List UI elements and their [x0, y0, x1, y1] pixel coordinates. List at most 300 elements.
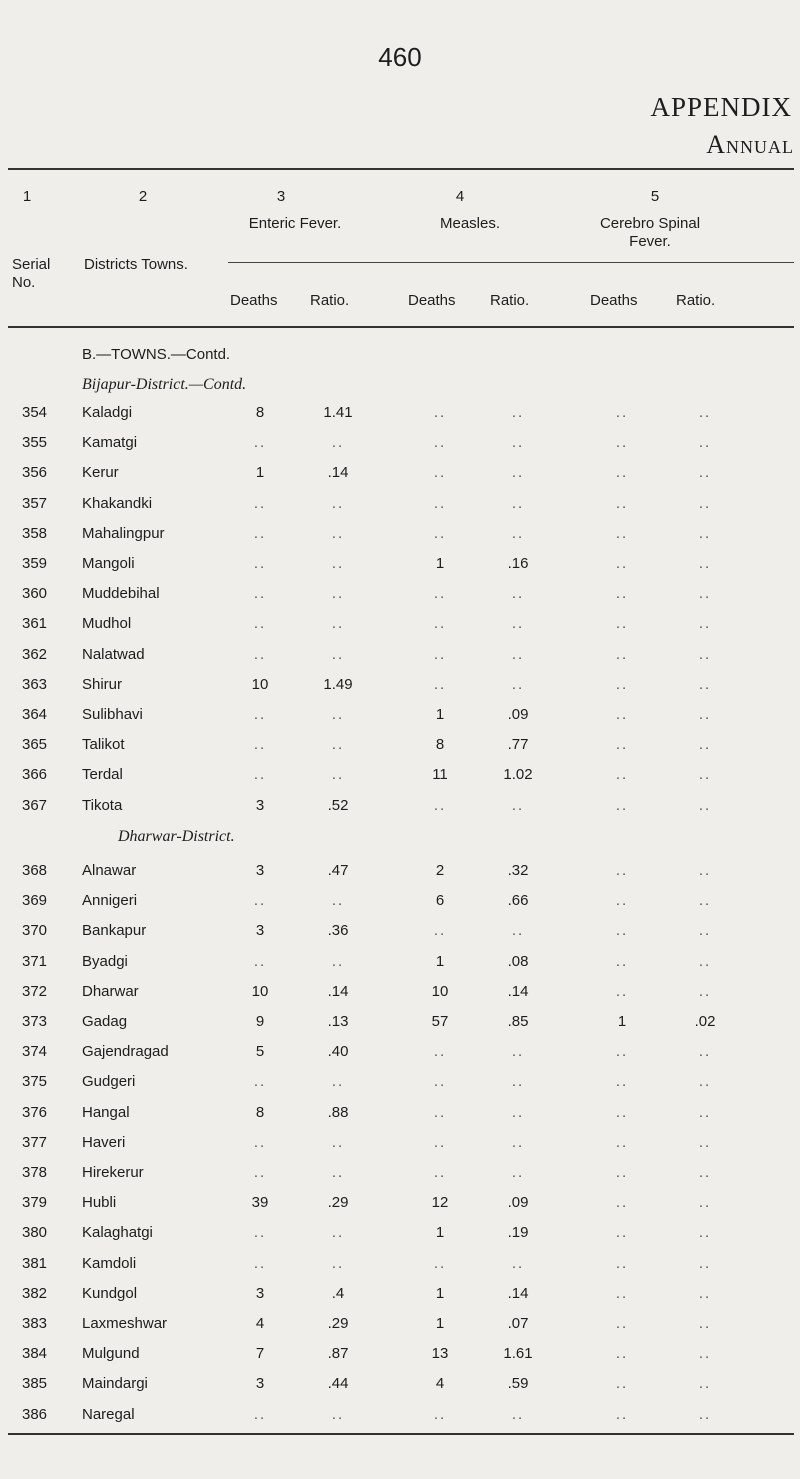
cell-c3: ..	[253, 952, 267, 970]
cell-c5: ..	[433, 434, 447, 452]
table-row	[0, 1224, 800, 1254]
cell-c5: ..	[433, 1164, 447, 1181]
cell-c3: ..	[253, 494, 267, 512]
cell-c3: ..	[253, 1133, 267, 1151]
cell-c6: ..	[511, 1043, 525, 1061]
table-row	[0, 676, 800, 706]
cell-c4: .4	[331, 1284, 345, 1302]
table-row	[0, 953, 800, 983]
serial-number: 360	[22, 585, 48, 603]
serial-number: 366	[22, 766, 48, 784]
cell-c3: ..	[253, 524, 267, 542]
cell-c8: ..	[698, 1073, 712, 1091]
cell-c4: ..	[331, 892, 345, 910]
cell-c5: 57	[431, 1013, 449, 1030]
cell-c4: ..	[331, 524, 345, 542]
cell-c6: .77	[507, 736, 529, 754]
cell-c8: ..	[698, 464, 712, 482]
town-name: Sulibhavi	[82, 706, 143, 723]
top-rule	[8, 168, 794, 170]
cell-c7: ..	[615, 1405, 629, 1423]
town-name: Talikot	[82, 736, 125, 754]
cell-c5: 1	[435, 1284, 445, 1302]
town-name: Khakandki	[82, 494, 153, 512]
serial-number: 379	[22, 1194, 48, 1212]
cell-c6: 1.02	[503, 766, 533, 784]
cell-c4: .47	[327, 862, 349, 879]
cell-c7: ..	[615, 706, 629, 723]
cell-c6: ..	[511, 615, 525, 633]
header-ratio-1: Ratio.	[310, 292, 350, 309]
table-row	[0, 464, 800, 494]
cell-c7: ..	[615, 892, 629, 910]
cell-c4: ..	[331, 1254, 345, 1272]
section-dharwar: Dharwar-District.	[118, 828, 235, 845]
cell-c5: ..	[433, 1103, 447, 1121]
cell-c3: 3	[255, 922, 265, 940]
cell-c7: ..	[615, 615, 629, 633]
cell-c3: 10	[251, 982, 269, 1000]
town-name: Gudgeri	[82, 1073, 136, 1091]
cell-c3: 3	[255, 862, 265, 879]
town-name: Kamdoli	[82, 1254, 137, 1272]
serial-number: 372	[22, 982, 48, 1000]
cell-c8: ..	[698, 982, 712, 1000]
cell-c6: ..	[511, 1073, 525, 1091]
table-row	[0, 495, 800, 525]
cell-c7: ..	[615, 464, 629, 482]
header-ratio-3: Ratio.	[676, 292, 716, 309]
cell-c3: ..	[253, 434, 267, 452]
cell-c8: ..	[698, 922, 712, 940]
cell-c8: ..	[698, 1345, 712, 1363]
table-row	[0, 525, 800, 555]
table-row	[0, 766, 800, 796]
cell-c4: ..	[331, 1164, 345, 1181]
town-name: Hubli	[82, 1194, 117, 1212]
cell-c7: ..	[615, 796, 629, 814]
cell-c4: ..	[331, 706, 345, 723]
cell-c3: ..	[253, 1164, 267, 1181]
cell-c4: 1.41	[323, 404, 353, 421]
cell-c3: 8	[255, 1103, 265, 1121]
cell-c6: .59	[507, 1375, 529, 1393]
town-name: Tikota	[82, 796, 123, 814]
cell-c5: ..	[433, 524, 447, 542]
cell-c8: ..	[698, 434, 712, 452]
town-name: Alnawar	[82, 862, 137, 879]
cell-c7: ..	[615, 1194, 629, 1212]
cell-c5: ..	[433, 1073, 447, 1091]
header-deaths-1: Deaths	[230, 292, 278, 309]
cell-c5: 11	[432, 766, 448, 784]
cell-c7: ..	[615, 555, 629, 572]
serial-number: 382	[22, 1284, 48, 1302]
cell-c3: 3	[255, 1375, 265, 1393]
cell-c6: ..	[511, 404, 525, 421]
cell-c7: ..	[615, 1375, 629, 1393]
cell-c8: ..	[698, 615, 712, 633]
table-row	[0, 1134, 800, 1164]
cell-c8: ..	[698, 736, 712, 754]
cell-c8: ..	[698, 1164, 712, 1181]
cell-c6: .16	[507, 555, 529, 572]
serial-number: 378	[22, 1164, 48, 1181]
table-row	[0, 892, 800, 922]
cell-c6: ..	[511, 585, 525, 603]
cell-c6: .14	[507, 982, 529, 1000]
cell-c7: ..	[615, 585, 629, 603]
cell-c7: ..	[615, 1103, 629, 1121]
cell-c5: ..	[433, 1405, 447, 1423]
serial-number: 358	[22, 524, 48, 542]
serial-number: 354	[22, 404, 48, 421]
cell-c6: .08	[507, 952, 529, 970]
cell-c3: 7	[255, 1345, 265, 1363]
cell-c8: ..	[698, 766, 712, 784]
cell-c8: .02	[694, 1013, 716, 1030]
cell-c6: .19	[507, 1224, 529, 1242]
cell-c8: ..	[698, 494, 712, 512]
col-num-1: 1	[22, 188, 32, 205]
cell-c5: ..	[433, 675, 447, 693]
cell-c5: 1	[435, 952, 445, 970]
serial-number: 375	[22, 1073, 48, 1091]
table-row	[0, 1164, 800, 1194]
town-name: Hangal	[82, 1103, 130, 1121]
cell-c6: ..	[511, 1103, 525, 1121]
town-name: Gajendragad	[82, 1043, 169, 1061]
cell-c7: ..	[615, 1073, 629, 1091]
cell-c6: ..	[511, 1405, 525, 1423]
cell-c6: .32	[507, 862, 529, 879]
cell-c3: 4	[255, 1315, 265, 1332]
town-name: Kamatgi	[82, 434, 138, 452]
section-towns: B.—TOWNS.—Contd.	[82, 346, 231, 363]
cell-c4: .14	[327, 982, 349, 1000]
cell-c5: ..	[433, 796, 447, 814]
cell-c4: .29	[327, 1315, 349, 1332]
table-row	[0, 434, 800, 464]
cell-c4: ..	[331, 1133, 345, 1151]
serial-number: 384	[22, 1345, 48, 1363]
cell-c6: .85	[507, 1013, 529, 1030]
cell-c7: ..	[615, 952, 629, 970]
cell-c4: ..	[331, 1405, 345, 1423]
cell-c4: ..	[331, 952, 345, 970]
cell-c6: .66	[507, 892, 529, 910]
cell-c8: ..	[698, 1315, 712, 1332]
cell-c5: 12	[431, 1194, 449, 1212]
cell-c6: ..	[511, 675, 525, 693]
cell-c4: .87	[327, 1345, 349, 1363]
table-row	[0, 797, 800, 827]
cell-c6: ..	[511, 524, 525, 542]
town-name: Kaladgi	[82, 404, 133, 421]
cell-c3: ..	[253, 615, 267, 633]
cell-c5: ..	[433, 922, 447, 940]
cell-c6: .07	[507, 1315, 529, 1332]
serial-number: 355	[22, 434, 48, 452]
table-row	[0, 646, 800, 676]
col-num-4: 4	[455, 188, 465, 205]
town-name: Hirekerur	[82, 1164, 144, 1181]
serial-number: 362	[22, 645, 48, 663]
table-row	[0, 615, 800, 645]
cell-c6: .14	[507, 1284, 529, 1302]
cell-c3: ..	[253, 1073, 267, 1091]
town-name: Annigeri	[82, 892, 138, 910]
header-measles: Measles.	[439, 215, 501, 232]
cell-c5: ..	[433, 615, 447, 633]
cell-c7: 1	[617, 1013, 627, 1030]
cell-c8: ..	[698, 585, 712, 603]
cell-c8: ..	[698, 1103, 712, 1121]
cell-c8: ..	[698, 1133, 712, 1151]
town-name: Mangoli	[82, 555, 135, 572]
cell-c3: 9	[255, 1013, 265, 1030]
cell-c5: ..	[433, 645, 447, 663]
cell-c5: ..	[433, 494, 447, 512]
cell-c5: 1	[435, 1315, 445, 1332]
serial-number: 383	[22, 1315, 48, 1332]
cell-c5: ..	[433, 1254, 447, 1272]
cell-c8: ..	[698, 892, 712, 910]
bottom-rule	[8, 1433, 794, 1435]
cell-c3: 1	[255, 464, 265, 482]
cell-c7: ..	[615, 404, 629, 421]
cell-c7: ..	[615, 766, 629, 784]
cell-c6: .09	[507, 1194, 529, 1212]
cell-c7: ..	[615, 1315, 629, 1332]
town-name: Laxmeshwar	[82, 1315, 168, 1332]
cell-c3: ..	[253, 555, 267, 572]
serial-number: 367	[22, 796, 48, 814]
cell-c3: ..	[253, 706, 267, 723]
serial-number: 381	[22, 1254, 48, 1272]
cell-c4: ..	[331, 585, 345, 603]
cell-c3: 10	[251, 675, 269, 693]
table-row	[0, 404, 800, 434]
table-row	[0, 1255, 800, 1285]
serial-number: 373	[22, 1013, 48, 1030]
cell-c4: ..	[331, 615, 345, 633]
cell-c7: ..	[615, 982, 629, 1000]
cell-c6: ..	[511, 1254, 525, 1272]
table-row	[0, 1345, 800, 1375]
cell-c4: .13	[327, 1013, 349, 1030]
town-name: Maindargi	[82, 1375, 148, 1393]
cell-c7: ..	[615, 645, 629, 663]
cell-c8: ..	[698, 1375, 712, 1393]
table-row	[0, 1043, 800, 1073]
serial-number: 376	[22, 1103, 48, 1121]
cell-c8: ..	[698, 1284, 712, 1302]
cell-c4: ..	[331, 494, 345, 512]
serial-number: 364	[22, 706, 48, 723]
cell-c3: 5	[255, 1043, 265, 1061]
header-districts: Districts Towns.	[84, 256, 188, 273]
cell-c8: ..	[698, 706, 712, 723]
cell-c5: ..	[433, 1043, 447, 1061]
cell-c5: 1	[435, 706, 445, 723]
cell-c8: ..	[698, 1405, 712, 1423]
cell-c3: ..	[253, 892, 267, 910]
town-name: Bankapur	[82, 922, 147, 940]
section-bijapur: Bijapur-District.—Contd.	[82, 376, 247, 393]
serial-number: 380	[22, 1224, 48, 1242]
table-row	[0, 922, 800, 952]
town-name: Dharwar	[82, 982, 139, 1000]
cell-c8: ..	[698, 796, 712, 814]
serial-number: 377	[22, 1133, 48, 1151]
serial-number: 369	[22, 892, 48, 910]
cell-c5: ..	[433, 1133, 447, 1151]
cell-c3: ..	[253, 645, 267, 663]
header-deaths-2: Deaths	[408, 292, 456, 309]
serial-number: 356	[22, 464, 48, 482]
serial-number: 370	[22, 922, 48, 940]
cell-c4: ..	[331, 766, 345, 784]
cell-c5: ..	[433, 404, 447, 421]
serial-number: 386	[22, 1405, 48, 1423]
serial-number: 371	[22, 952, 48, 970]
cell-c8: ..	[698, 952, 712, 970]
cell-c4: .14	[327, 464, 349, 482]
serial-number: 357	[22, 494, 48, 512]
table-row	[0, 1406, 800, 1436]
appendix-heading: APPENDIX	[650, 92, 792, 122]
cell-c6: ..	[511, 922, 525, 940]
cell-c8: ..	[698, 645, 712, 663]
table-row	[0, 983, 800, 1013]
town-name: Kerur	[82, 464, 119, 482]
cell-c3: 3	[255, 1284, 265, 1302]
cell-c7: ..	[615, 1133, 629, 1151]
header-ratio-2: Ratio.	[490, 292, 530, 309]
table-row	[0, 1375, 800, 1405]
cell-c6: 1.61	[503, 1345, 533, 1363]
cell-c5: ..	[433, 464, 447, 482]
table-row	[0, 706, 800, 736]
cell-c4: .44	[327, 1375, 349, 1393]
header-rule	[228, 262, 794, 263]
serial-number: 374	[22, 1043, 48, 1061]
town-name: Mulgund	[82, 1345, 140, 1363]
serial-number: 365	[22, 736, 48, 754]
cell-c5: 2	[435, 862, 445, 879]
cell-c5: 8	[435, 736, 445, 754]
col-num-3: 3	[276, 188, 286, 205]
page-number: 460	[378, 42, 422, 72]
cell-c8: ..	[698, 675, 712, 693]
table-row	[0, 1073, 800, 1103]
cell-c6: ..	[511, 1164, 525, 1181]
cell-c6: ..	[511, 494, 525, 512]
cell-c6: ..	[511, 434, 525, 452]
cell-c7: ..	[615, 524, 629, 542]
cell-c8: ..	[698, 404, 712, 421]
cell-c3: ..	[253, 1254, 267, 1272]
cell-c3: ..	[253, 736, 267, 754]
town-name: Terdal	[82, 766, 123, 784]
cell-c4: ..	[331, 645, 345, 663]
cell-c3: 39	[251, 1194, 269, 1212]
cell-c4: ..	[331, 736, 345, 754]
cell-c5: 10	[431, 982, 449, 1000]
town-name: Gadag	[82, 1013, 128, 1030]
header-bottom-rule	[8, 326, 794, 328]
cell-c8: ..	[698, 1043, 712, 1061]
serial-number: 368	[22, 862, 48, 879]
header-serial: Serial No.	[12, 256, 51, 291]
cell-c4: ..	[331, 555, 345, 572]
cell-c4: .40	[327, 1043, 349, 1061]
town-name: Mahalingpur	[82, 524, 165, 542]
town-name: Muddebihal	[82, 585, 160, 603]
cell-c6: ..	[511, 464, 525, 482]
cell-c7: ..	[615, 1254, 629, 1272]
cell-c4: .52	[327, 796, 349, 814]
cell-c5: 4	[435, 1375, 445, 1393]
col-num-5: 5	[650, 188, 660, 205]
table-subtitle: Annual	[706, 130, 794, 159]
cell-c3: ..	[253, 1224, 267, 1242]
cell-c6: ..	[511, 645, 525, 663]
header-cerebro: Cerebro Spinal Fever.	[599, 215, 701, 250]
cell-c5: ..	[433, 585, 447, 603]
town-name: Nalatwad	[82, 645, 145, 663]
cell-c8: ..	[698, 1224, 712, 1242]
cell-c4: ..	[331, 1224, 345, 1242]
cell-c6: .09	[507, 706, 529, 723]
cell-c7: ..	[615, 1164, 629, 1181]
cell-c8: ..	[698, 1194, 712, 1212]
cell-c6: ..	[511, 1133, 525, 1151]
col-num-2: 2	[138, 188, 148, 205]
cell-c5: 1	[435, 1224, 445, 1242]
cell-c5: 13	[431, 1345, 449, 1363]
table-row	[0, 736, 800, 766]
cell-c8: ..	[698, 524, 712, 542]
town-name: Naregal	[82, 1405, 135, 1423]
cell-c4: 1.49	[323, 675, 353, 693]
town-name: Shirur	[82, 675, 123, 693]
cell-c8: ..	[698, 862, 712, 879]
cell-c7: ..	[615, 1224, 629, 1242]
cell-c3: ..	[253, 1405, 267, 1423]
table-row	[0, 1104, 800, 1134]
table-row	[0, 555, 800, 585]
cell-c7: ..	[615, 1345, 629, 1363]
cell-c6: ..	[511, 796, 525, 814]
header-deaths-3: Deaths	[590, 292, 638, 309]
cell-c7: ..	[615, 434, 629, 452]
cell-c4: .88	[327, 1103, 349, 1121]
cell-c4: .36	[327, 922, 349, 940]
cell-c4: ..	[331, 434, 345, 452]
town-name: Haveri	[82, 1133, 126, 1151]
table-row	[0, 1315, 800, 1345]
cell-c7: ..	[615, 675, 629, 693]
cell-c4: ..	[331, 1073, 345, 1091]
table-row	[0, 1285, 800, 1315]
town-name: Kalaghatgi	[82, 1224, 153, 1242]
table-row	[0, 862, 800, 892]
serial-number: 385	[22, 1375, 48, 1393]
cell-c7: ..	[615, 862, 629, 879]
cell-c7: ..	[615, 1284, 629, 1302]
